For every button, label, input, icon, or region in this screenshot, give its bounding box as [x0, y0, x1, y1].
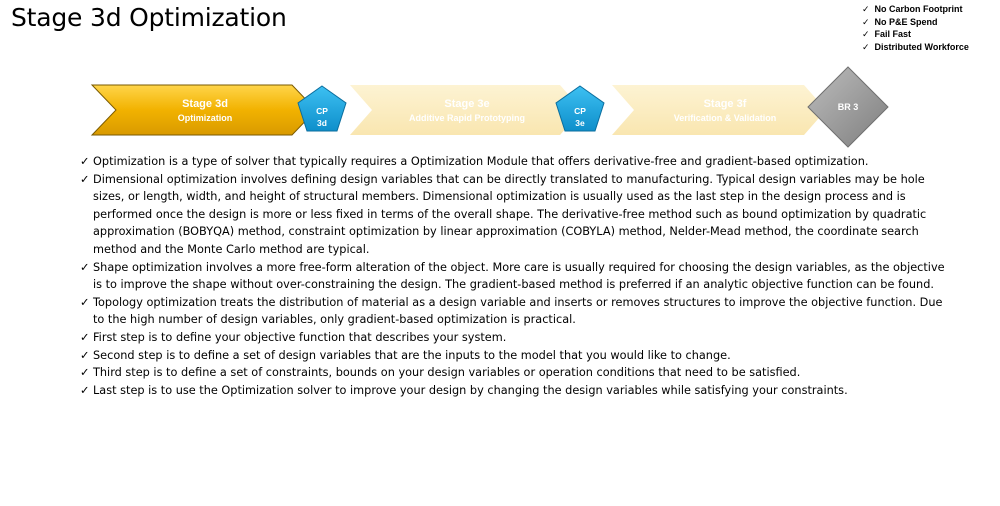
check-icon: ✓ [80, 366, 90, 380]
check-icon: ✓ [80, 295, 90, 309]
list-item: ✓ Last step is to use the Optimization solver to improve your design by changing the design variables while satisfying your constraints. [80, 382, 950, 400]
list-item: ✓ Dimensional optimization involves defining design variables that can be directly translated to manufacturing. Typical design variables may be hole sizes, or length, width, and height of structural members. Dimensional optimization is usually used as the last step in the design process and is performed once the design is more or less fixed in terms of the overall shape. The derivative-free method such as bound optimization by quadratic approximation (BOBYQA) method, constraint optimization by linear approximation (COBYLA) method, Nelder-Mead method, the coordinate search method and the Monte Carlo method are typical. [80, 172, 927, 256]
stage-3f-label: Stage 3f Verification & Validation [673, 98, 777, 123]
check-icon: ✓ [80, 155, 90, 168]
tag-item: ✓ Fail Fast [862, 29, 912, 39]
br-3-label: BR 3 [837, 102, 859, 112]
tag-item: ✓ No Carbon Footprint [862, 4, 963, 14]
list-item: ✓ Optimization is a type of solver that typically requires a Optimization Module that offers derivative-free and gradient-based optimization. [80, 153, 950, 171]
cp-3d-label: CP 3d [316, 106, 328, 128]
check-icon: ✓ [862, 16, 870, 27]
list-item: ✓ First step is to define your objective function that describes your system. [80, 329, 950, 347]
check-icon: ✓ [80, 383, 90, 397]
tag-item: ✓ Distributed Workforce [862, 41, 969, 52]
check-icon: ✓ [80, 348, 90, 362]
list-item: ✓ Second step is to define a set of design variables that are the inputs to the model that you would like to change. [80, 347, 950, 365]
check-icon: ✓ [80, 260, 90, 274]
check-icon: ✓ [862, 29, 870, 39]
page-title: Stage 3d Optimization [11, 3, 287, 32]
stage-3e-label: Stage 3e Additive Rapid Prototyping [409, 98, 525, 123]
process-flow-graphic [0, 0, 1000, 160]
check-icon: ✓ [80, 172, 90, 186]
list-item: ✓ Topology optimization treats the distribution of material as a design variable and inserts or removes structures to improve the objective function. Due to the high number of design variables, only gradient-based optimization is practical. [80, 295, 943, 327]
tag-item: ✓ No P&E Spend [862, 16, 938, 27]
list-item: ✓ Shape optimization involves a more free-form alteration of the object. More care is usually required for choosing the design variables, as the objective is to improve the shape without over-constraining the design. The gradient-based method is preferred if an analytic objective function can be found. [80, 260, 945, 292]
check-icon: ✓ [80, 330, 90, 344]
check-icon: ✓ [862, 41, 870, 52]
stage-3d-label: Stage 3d Optimization [177, 98, 233, 123]
process-flow [0, 0, 1000, 160]
check-icon: ✓ [862, 4, 870, 14]
cp-3e-label: CP 3e [574, 106, 586, 128]
list-item: ✓ Third step is to define a set of constraints, bounds on your design variables or operation conditions that need to be satisfied. [80, 364, 950, 382]
bullet-list [80, 153, 950, 399]
